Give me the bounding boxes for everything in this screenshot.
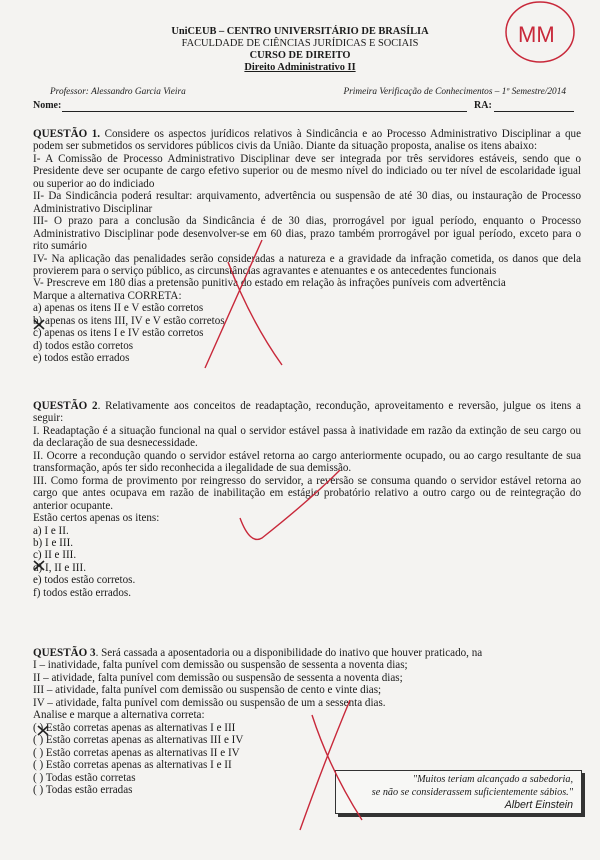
option-marked[interactable]: b) apenas os itens III, IV e V estão corretos bbox=[33, 314, 225, 327]
ra-label: RA: bbox=[474, 100, 492, 111]
question-title: QUESTÃO 2 bbox=[33, 400, 98, 412]
item: III – atividade, falta punível com demissão ou suspensão de cento e vinte dias; bbox=[33, 684, 382, 697]
question-intro: . Relativamente aos conceitos de readaptação, recondução, aproveitamento e reversão, julgue os itens a seguir: bbox=[33, 400, 581, 425]
item: II. Ocorre a recondução quando o servidor estável retorna ao cargo anteriormente ocupado, ou ao cargo resultante de sua transformação, após ter sido reconhecida a ilegalidade de sua demissão. bbox=[33, 449, 581, 475]
course-title: CURSO DE DIREITO bbox=[249, 50, 351, 61]
question-1 bbox=[33, 128, 581, 365]
option[interactable]: ( ) Todas estão erradas bbox=[33, 783, 133, 796]
option[interactable]: c) II e III. bbox=[33, 549, 77, 562]
option[interactable]: d) I, II e III. bbox=[33, 561, 86, 574]
item: I. Readaptação é a situação funcional na qual o servidor estável passa à inatividade em razão da extinção de seu cargo ou da declaração de sua desnecessidade. bbox=[33, 424, 581, 450]
option-marked[interactable]: ( ) Estão corretas apenas as alternativas II e IV bbox=[33, 746, 240, 759]
quote-author: Albert Einstein bbox=[504, 799, 573, 811]
grade-mark: MM bbox=[518, 22, 555, 47]
subject-title: Direito Administrativo II bbox=[244, 62, 356, 73]
name-label: Nome: bbox=[33, 100, 62, 111]
quote-line-2: se não se considerassem suficientemente sábios." bbox=[371, 786, 573, 798]
option[interactable]: b) I e III. bbox=[33, 536, 74, 549]
question-prompt: Estão certos apenas os itens: bbox=[33, 512, 160, 525]
item: II- Da Sindicância poderá resultar: arquivamento, advertência ou suspensão de até 30 dias, ou instauração de Processo Administrativo Disciplinar bbox=[33, 190, 581, 215]
item: IV – atividade, falta punível com demissão ou suspensão de um a sessenta dias. bbox=[33, 696, 386, 709]
option[interactable]: d) todos estão corretos bbox=[33, 339, 134, 352]
option[interactable]: ( ) Estão corretas apenas as alternativas I e II bbox=[33, 759, 232, 772]
exam-title: Primeira Verificação de Conhecimentos – 1º Semestre/2014 bbox=[343, 87, 566, 97]
item: IV- Na aplicação das penalidades serão consideradas a natureza e a gravidade da infração cometida, os danos que dela provierem para o serviço público, as circunstâncias agravantes e atenuantes e os antecedentes funcionais bbox=[33, 252, 581, 277]
item: III- O prazo para a conclusão da Sindicância é de 30 dias, prorrogável por igual período, enquanto o Processo Administrativo Disciplinar pode desenvolver-se em 60 dias, prazo também prorrogável por igual período, exceto para o rito sumário bbox=[33, 215, 581, 253]
faculty-title: FACULDADE DE CIÊNCIAS JURÍDICAS E SOCIAIS bbox=[181, 38, 419, 49]
option[interactable]: ( ) Todas estão corretas bbox=[33, 771, 136, 784]
item: II – atividade, falta punível com demissão ou suspensão de sessenta a noventa dias; bbox=[33, 671, 403, 684]
question-prompt: Analise e marque a alternativa correta: bbox=[33, 709, 205, 722]
question-intro: . Será cassada a aposentadoria ou a disponibilidade do inativo que houver praticado, na bbox=[95, 647, 483, 659]
ra-field[interactable] bbox=[494, 111, 574, 112]
quote-line-1: "Muitos teriam alcançado a sabedoria, bbox=[412, 774, 573, 785]
item: V- Prescreve em 180 dias a pretensão punitiva do estado em relação às infrações puníveis com advertência bbox=[33, 277, 506, 290]
institution-title: UniCEUB – CENTRO UNIVERSITÁRIO DE BRASÍLIA bbox=[171, 26, 429, 37]
question-prompt: Marque a alternativa CORRETA: bbox=[33, 289, 182, 302]
question-intro: Considere os aspectos jurídicos relativos à Sindicância e ao Processo Administrativo Disciplinar a que podem ser submetidos os servidores públicos civis da União. Diante da situação proposta, analise os itens abaixo: bbox=[33, 128, 581, 153]
option[interactable]: c) apenas os itens I e IV estão corretos bbox=[33, 327, 204, 340]
professor-name: Professor: Alessandro Garcia Vieira bbox=[50, 87, 186, 97]
question-2 bbox=[33, 400, 581, 599]
question-title: QUESTÃO 3 bbox=[33, 647, 96, 659]
option-marked[interactable]: f) todos estão errados. bbox=[33, 586, 131, 599]
question-title: QUESTÃO 1. bbox=[33, 128, 101, 140]
option[interactable]: ( ) Estão corretas apenas as alternativas III e IV bbox=[33, 734, 244, 747]
option[interactable]: a) apenas os itens II e V estão corretos bbox=[33, 302, 204, 315]
quote-box bbox=[335, 770, 582, 814]
option[interactable]: e) todos estão corretos. bbox=[33, 574, 136, 587]
item: I – inatividade, falta punível com demissão ou suspensão de sessenta a noventa dias; bbox=[33, 659, 408, 672]
item: I- A Comissão de Processo Administrativo Disciplinar deve ser integrada por três servidores estáveis, sendo que o Presidente deve ser ocupante de cargo efetivo superior ou de mesmo nível do indiciado ou ter nível de escolaridade igual ou superior ao do indiciado bbox=[33, 152, 581, 190]
option[interactable]: ( ) Estão corretas apenas as alternativas I e III bbox=[33, 721, 236, 734]
option[interactable]: e) todos estão errados bbox=[33, 352, 130, 365]
item: III. Como forma de provimento por reingresso do servidor, a reversão se consuma quando o servidor estável retorna ao cargo que antes ocupava em razão de inabilitação em estágio probatório relativo a outro cargo ou de reintegração do anterior ocupante. bbox=[33, 474, 581, 512]
option[interactable]: a) I e II. bbox=[33, 524, 69, 537]
name-field[interactable] bbox=[62, 111, 467, 112]
